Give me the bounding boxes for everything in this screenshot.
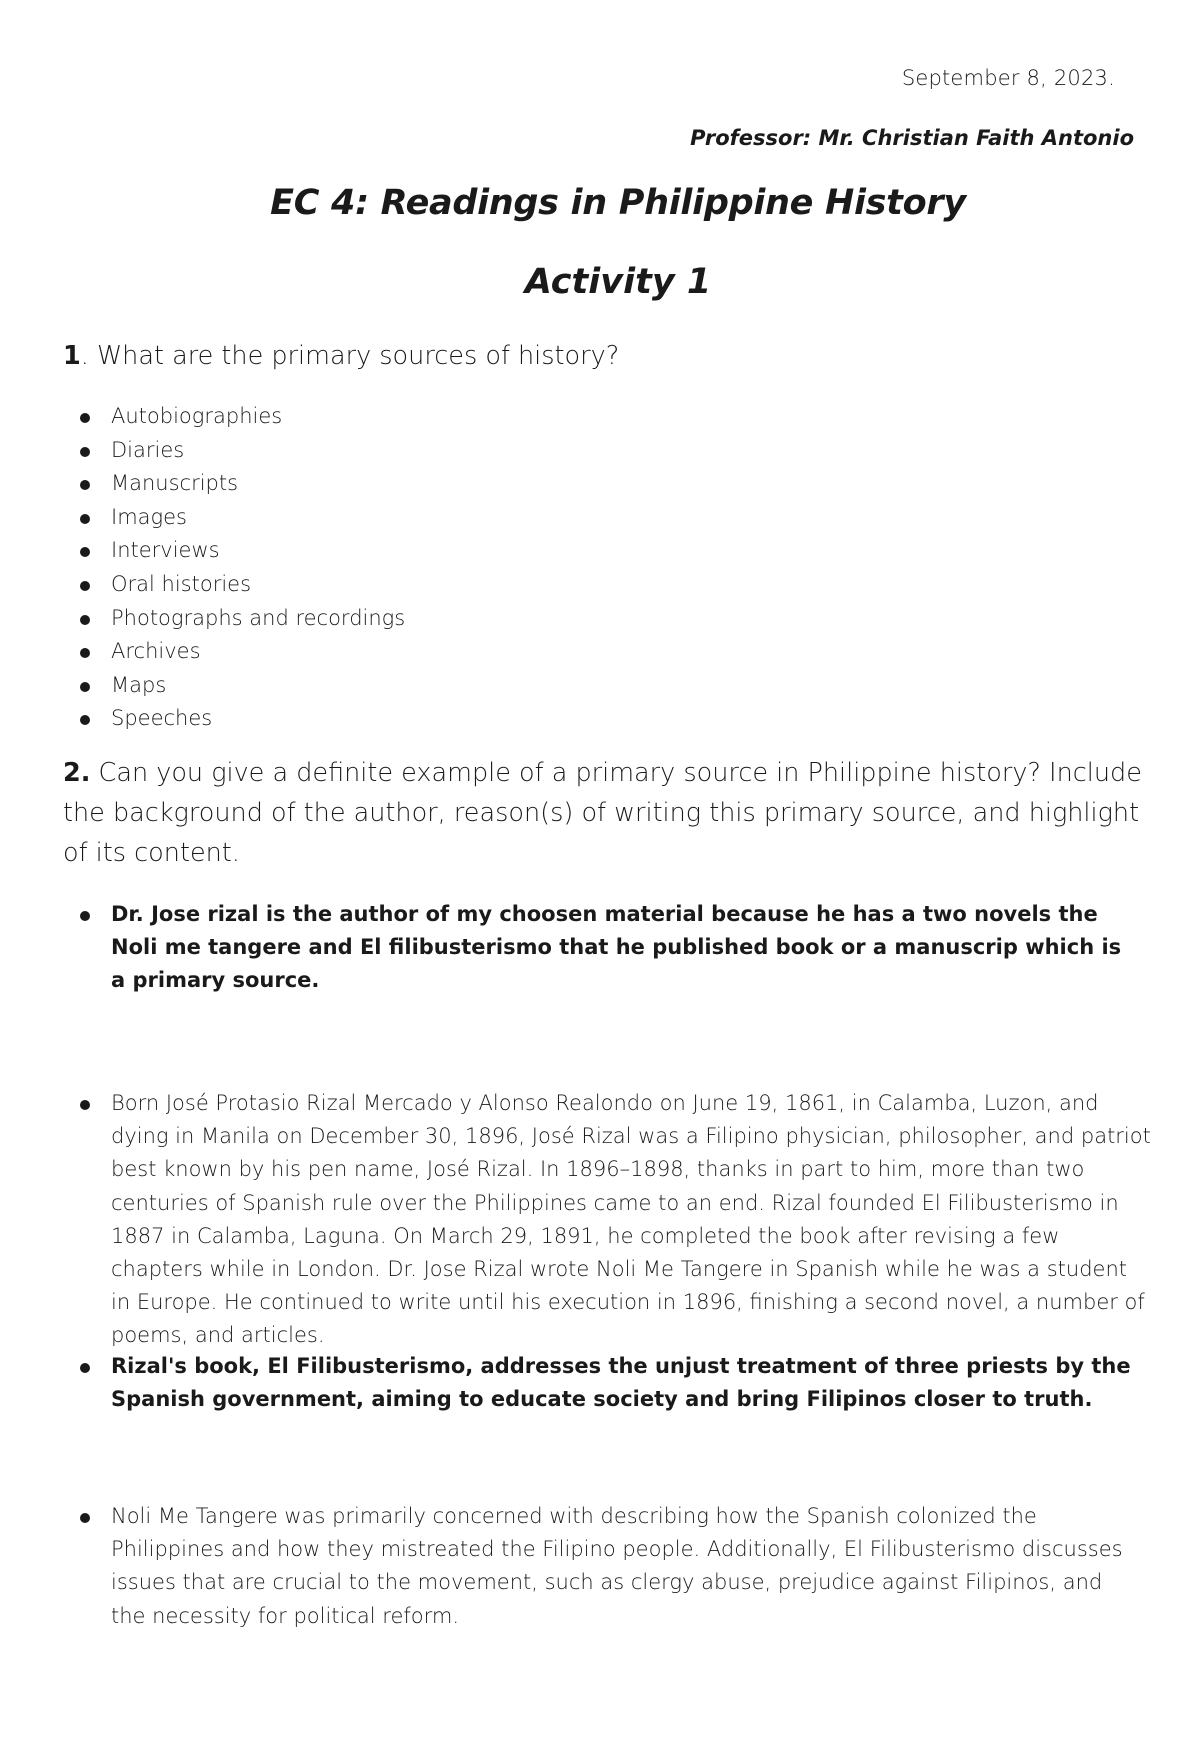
list-item-text: Images <box>111 504 187 529</box>
list-item-text: Autobiographies <box>111 404 283 428</box>
bullet-icon <box>80 1513 90 1523</box>
bullet-icon <box>80 911 90 921</box>
list-item <box>0 534 405 568</box>
answer-background <box>111 1087 1151 1353</box>
bullet-icon <box>80 514 90 524</box>
activity-heading: Activity 1 <box>524 262 712 302</box>
primary-sources-list <box>0 400 405 736</box>
document-date: September 8, 2023. <box>901 66 1115 90</box>
list-item <box>0 669 405 703</box>
question-1-number: 1 <box>63 341 81 371</box>
question-2-number: 2. <box>63 758 91 788</box>
question-1-text: . What are the primary sources of history? <box>80 341 620 371</box>
list-item <box>0 400 405 434</box>
list-item-text: Photographs and recordings <box>111 605 406 630</box>
question-1 <box>63 336 1153 376</box>
answer-highlight-text: Noli Me Tangere was primarily concerned with describing how the Spanish colonized the Philippines and how they mistreated the Filipino people. Additionally, El Filibusterismo discusses issues that are crucial to the movement, such as clergy abuse, prejudice against Filipinos, and the necessity for political reform. <box>111 1504 1123 1628</box>
bullet-icon <box>80 1100 90 1110</box>
list-item <box>0 467 405 501</box>
list-item-text: Interviews <box>111 538 220 563</box>
answer-reason-text: Rizal's book, El Filibusterismo, addresses the unjust treatment of three priests by the Spanish government, aiming to educate society and bring Filipinos closer to truth. <box>111 1354 1131 1412</box>
list-item <box>0 434 405 468</box>
bullet-icon <box>80 547 90 557</box>
list-item-text: Diaries <box>111 437 185 462</box>
bullet-icon <box>80 413 90 423</box>
professor-line: Professor: Mr. Christian Faith Antonio <box>690 126 1134 150</box>
list-item-text: Manuscripts <box>111 471 239 496</box>
bullet-icon <box>80 447 90 457</box>
bullet-icon <box>80 480 90 490</box>
bullet-icon <box>80 682 90 692</box>
list-item-text: Speeches <box>111 706 213 731</box>
answer-author-text: Dr. Jose rizal is the author of my choosen material because he has a two novels the Noli me tangere and El filibusterismo that he published book or a manuscrip which is a primary source. <box>111 902 1122 993</box>
list-item <box>0 568 405 602</box>
bullet-icon <box>80 581 90 591</box>
list-item <box>0 702 405 736</box>
bullet-icon <box>80 1363 90 1373</box>
bullet-icon <box>80 715 90 725</box>
question-2 <box>63 753 1153 873</box>
document-title: EC 4: Readings in Philippine History <box>270 183 966 223</box>
list-item-text: Oral histories <box>111 571 252 596</box>
list-item <box>0 602 405 636</box>
list-item-text: Archives <box>111 639 201 664</box>
list-item <box>0 635 405 669</box>
answer-author <box>111 898 1141 998</box>
answer-background-text: Born José Protasio Rizal Mercado y Alonso Realondo on June 19, 1861, in Calamba, Luzon, and dying in Manila on December 30, 1896, José Rizal was a Filipino physician, philosopher, and patriot best known by his pen name, José Rizal. In 1896–1898, thanks in part to him, more than two centuries of Spanish rule over the Philippines came to an end. Rizal founded El Filibusterismo in 1887 in Calamba, Laguna. On March 29, 1891, he completed the book after revising a few chapters while in London. Dr. Jose Rizal wrote Noli Me Tangere in Spanish while he was a student in Europe. He continued to write until his execution in 1896, finishing a second novel, a number of poems, and articles. <box>111 1091 1151 1348</box>
bullet-icon <box>80 615 90 625</box>
list-item-text: Maps <box>111 672 167 697</box>
answer-reason <box>111 1350 1131 1416</box>
answer-highlight <box>111 1500 1141 1633</box>
bullet-icon <box>80 648 90 658</box>
list-item <box>0 501 405 535</box>
question-2-text: Can you give a definite example of a primary source in Philippine history? Include the background of the author, reason(s) of writing this primary source, and highlight of its content. <box>63 758 1142 868</box>
